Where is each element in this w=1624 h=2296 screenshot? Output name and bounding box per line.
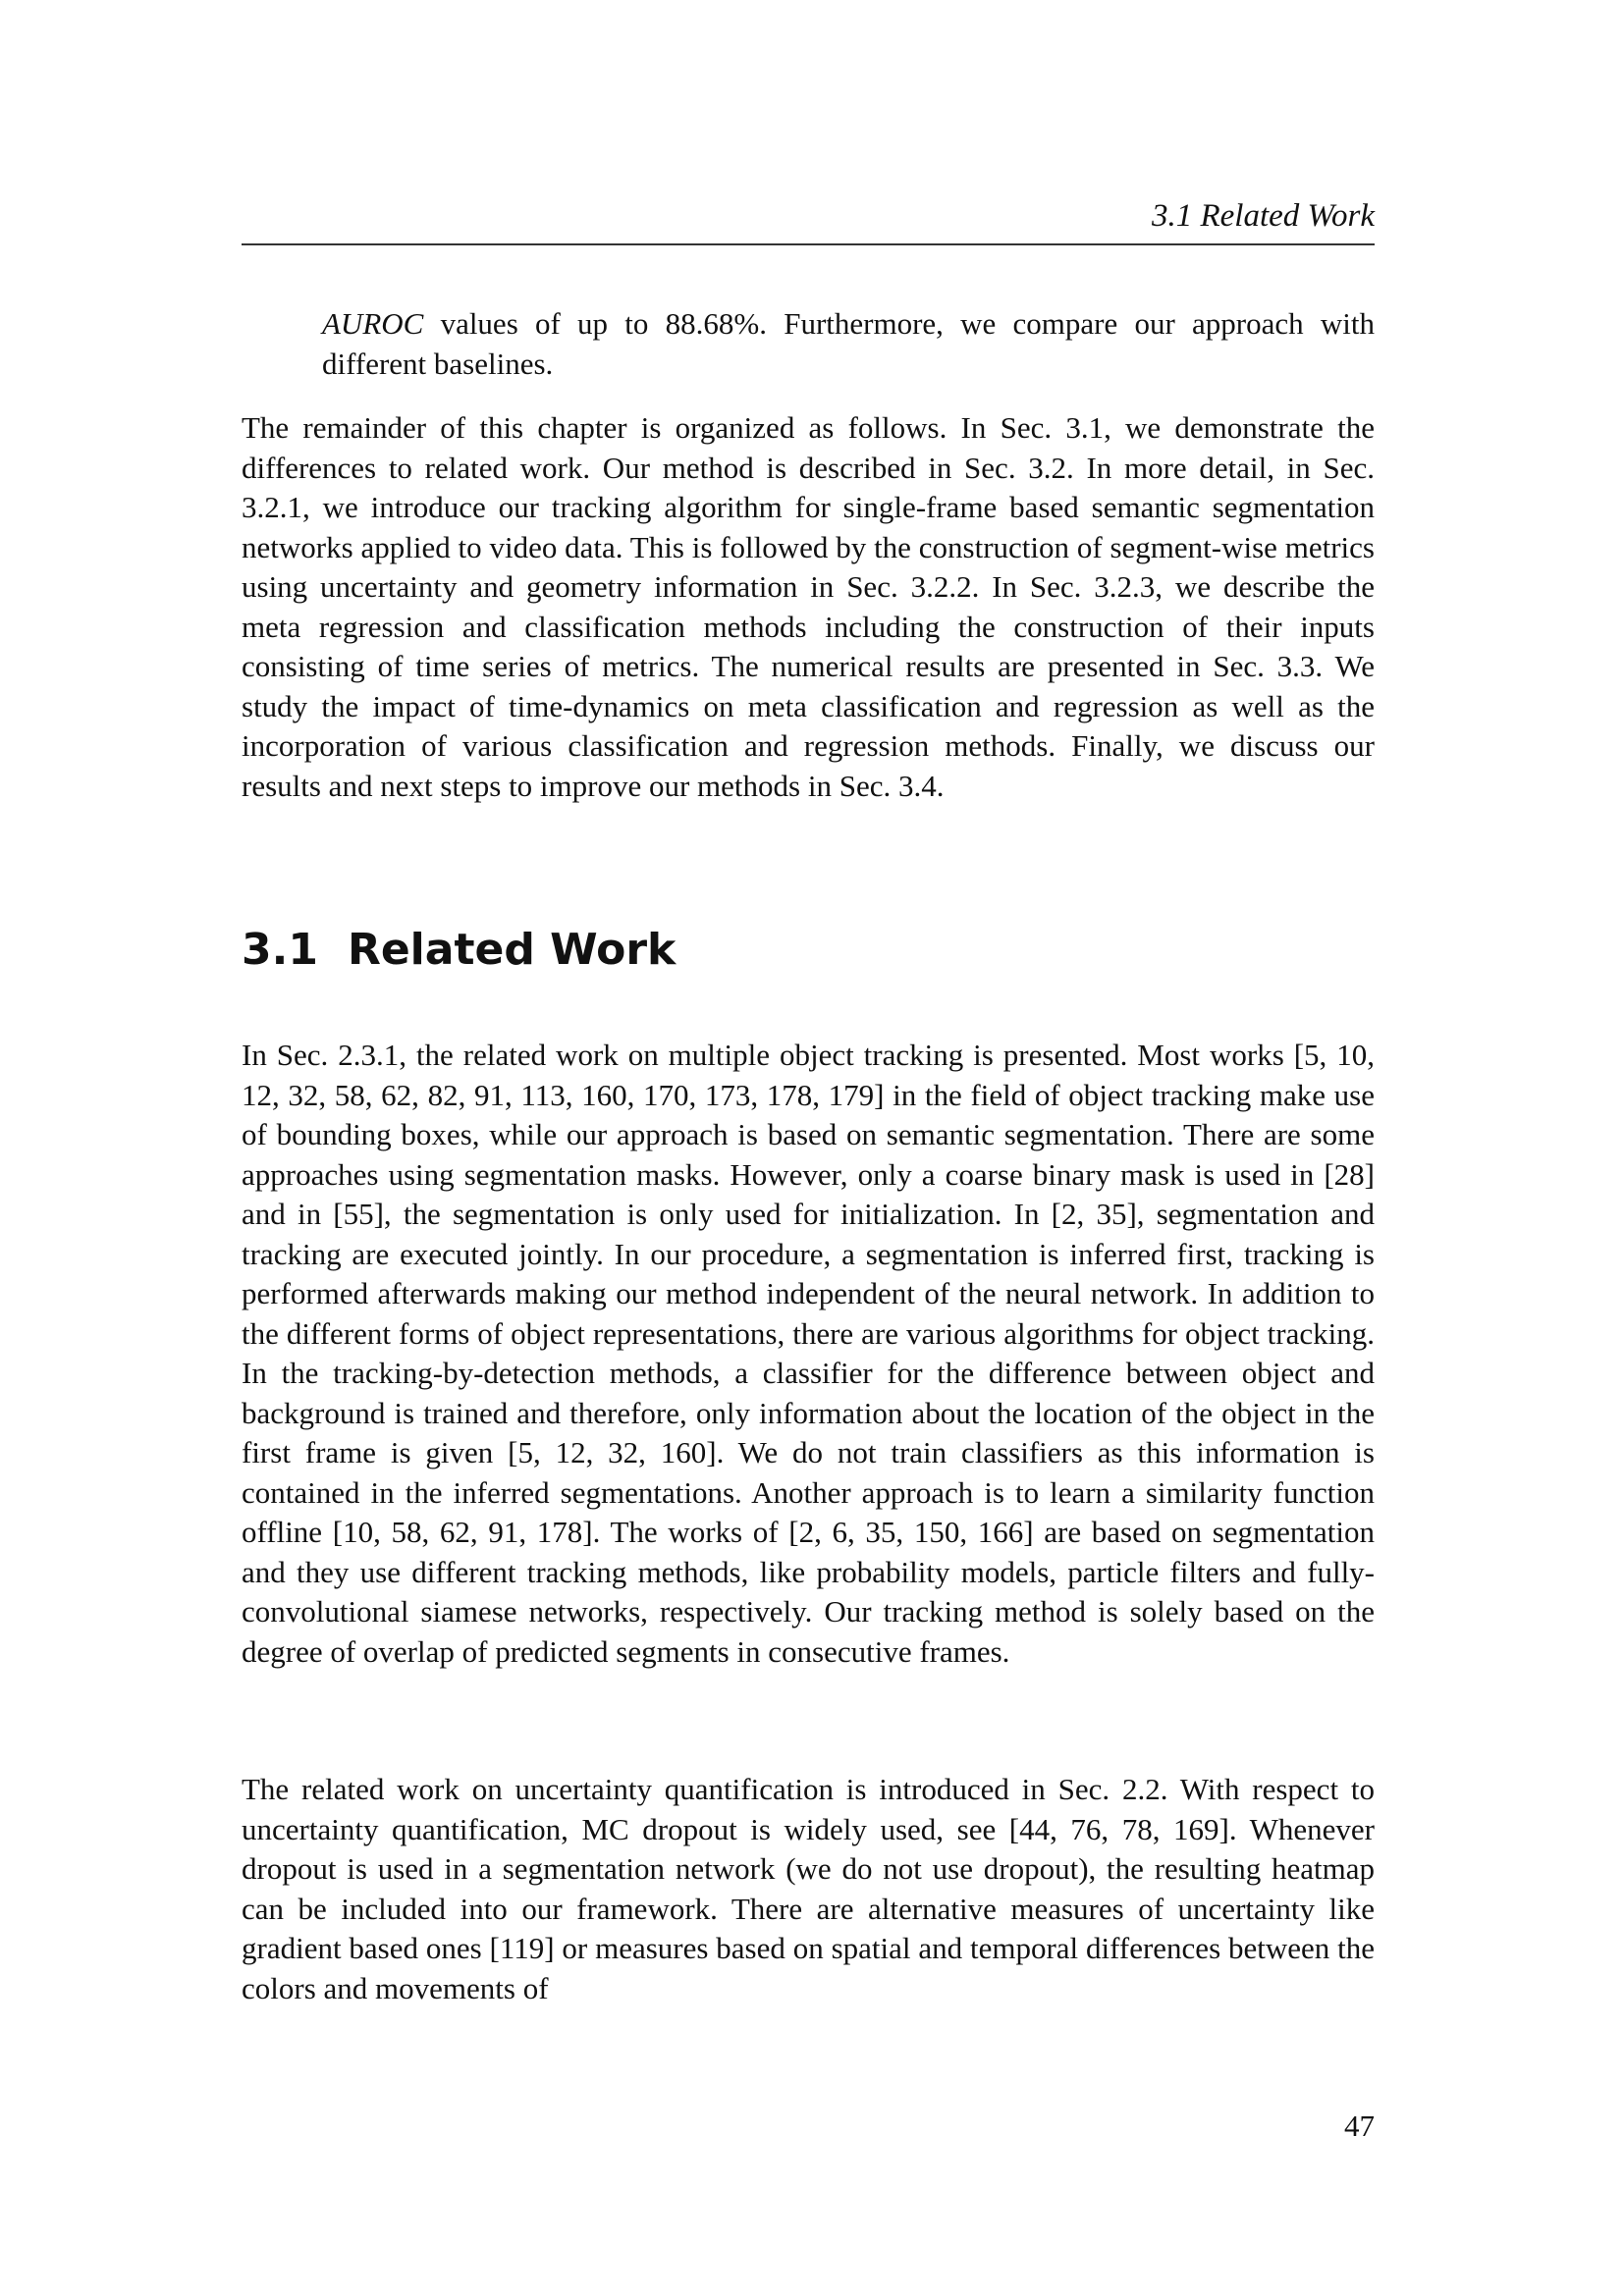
running-head: 3.1 Related Work <box>1152 198 1375 234</box>
intro-continuation-paragraph <box>322 304 1375 384</box>
chapter-overview-paragraph: The remainder of this chapter is organized as follows. In Sec. 3.1, we demonstrate the differences to related work. Our method is described in Sec. 3.2. In more detail, in Sec. 3.2.1, we introduce our tracking algorithm for single-frame based semantic segmentation networks applied to video data. This is followed by the construction of segment-wise metrics using uncertainty and geometry information in Sec. 3.2.2. In Sec. 3.2.3, we describe the meta regression and classification methods including the construction of their inputs consisting of time series of metrics. The numerical results are presented in Sec. 3.3. We study the impact of time-dynamics on meta classification and regression as well as the incorporation of various classification and regression methods. Finally, we discuss our results and next steps to improve our methods in Sec. 3.4. <box>242 410 1375 803</box>
related-work-paragraph-uncertainty: The related work on uncertainty quantification is introduced in Sec. 2.2. With respect to uncertainty quantification, MC dropout is widely used, see [44, 76, 78, 169]. Whenever dropout is used in a segmentation network (we do not use dropout), the resulting heatmap can be included into our framework. There are alternative measures of uncertainty like gradient based ones [119] or measures based on spatial and temporal differences between the colors and movements of <box>242 1772 1375 2005</box>
section-title: Related Work <box>347 925 677 975</box>
section-heading <box>242 923 1375 978</box>
page-number: 47 <box>1344 2109 1375 2143</box>
header-rule <box>242 243 1375 245</box>
intro-continuation-text: values of up to 88.68%. Furthermore, we compare our approach with different baselines. <box>322 306 1375 381</box>
related-work-paragraph-tracking: In Sec. 2.3.1, the related work on multiple object tracking is presented. Most works [5, 10, 12, 32, 58, 62, 82, 91, 113, 160, 170, 173, 178, 179] in the field of object tracking make use of bounding boxes, while our approach is based on semantic segmentation. There are some approaches using segmentation masks. However, only a coarse binary mask is used in [28] and in [55], the segmentation is only used for initialization. In [2, 35], segmentation and tracking are executed jointly. In our procedure, a segmentation is inferred first, tracking is performed afterwards making our method independent of the neural network. In addition to the different forms of object representations, there are various algorithms for object tracking. In the tracking-by-detection methods, a classifier for the difference between object and background is trained and therefore, only information about the location of the object in the first frame is given [5, 12, 32, 160]. We do not train classifiers as this information is contained in the inferred segmentations. Another approach is to learn a similarity function offline [10, 58, 62, 91, 178]. The works of [2, 6, 35, 150, 166] are based on segmentation and they use different tracking methods, like probability models, particle filters and fully-convolutional siamese networks, respectively. Our tracking method is solely based on the degree of overlap of predicted segments in consecutive frames. <box>242 1038 1375 1669</box>
section-number: 3.1 <box>242 925 318 975</box>
auroc-term: AUROC <box>322 306 424 341</box>
